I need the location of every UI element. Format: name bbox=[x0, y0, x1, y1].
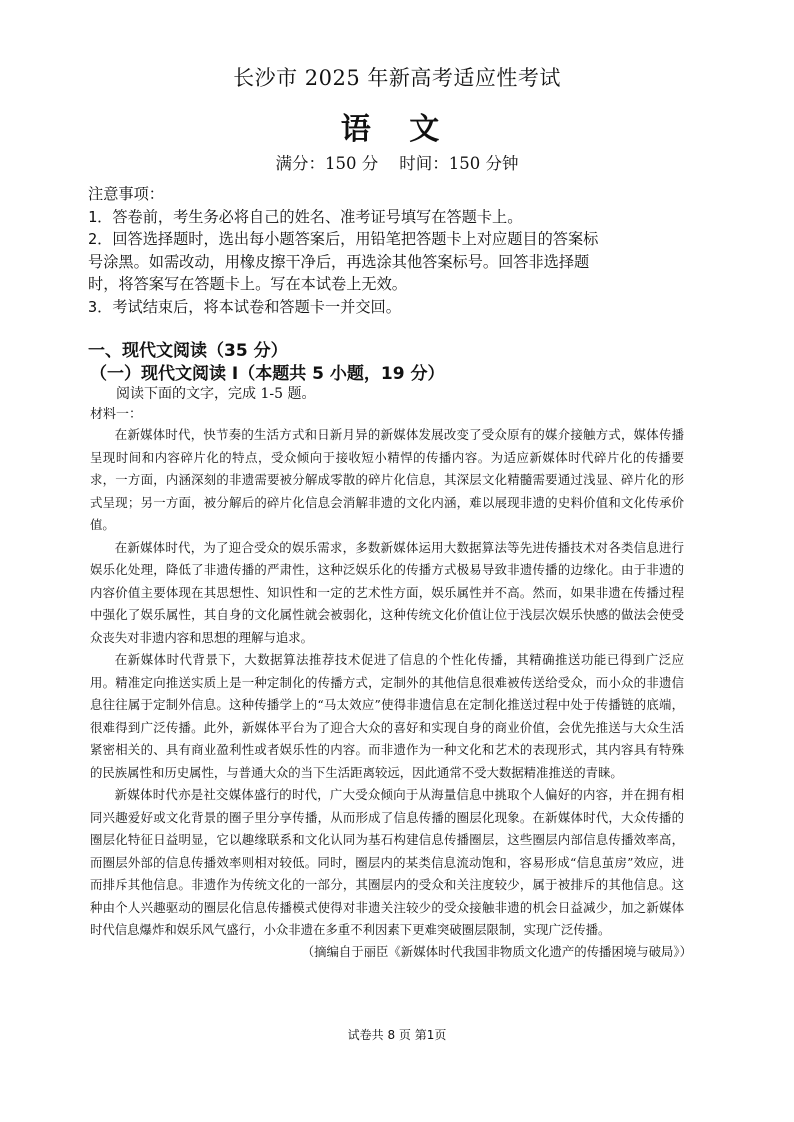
exam-meta: 满分：150 分 时间：150 分钟 bbox=[275, 154, 519, 173]
instruction-line: 号涂黑。如需改动，用橡皮擦干净后，再选涂其他答案标号。回答非选择题 bbox=[88, 252, 590, 271]
passage-paragraph: 在新媒体时代，快节奏的生活方式和日新月异的新媒体发展改变了受众原有的媒介接触方式，媒体传播呈现时间和内容碎片化的特点，受众倾向于接收短小精悍的传播内容。为适应新媒体时代碎片化的传播要求，一方面，内涵深刻的非遗需要被分解成零散的碎片化信息，其深层文化精髓需要通过浅显、碎片化的形式呈现；另一方面，被分解后的碎片化信息会消解非遗的文化内涵，难以展现非遗的史料价值和文化传承价值。 bbox=[90, 427, 684, 532]
page-footer: 试卷共 8 页 第1页 bbox=[347, 1028, 447, 1042]
material-label: 材料一： bbox=[90, 407, 143, 422]
instruction-line: 3．考试结束后，将本试卷和答题卡一并交回。 bbox=[88, 297, 401, 316]
subject-title: 语 文 bbox=[340, 112, 454, 147]
instruction-line: 1．答卷前，考生务必将自己的姓名、准考证号填写在答题卡上。 bbox=[88, 207, 523, 226]
instructions-block bbox=[88, 183, 708, 318]
section-heading: 一、现代文阅读（35 分） bbox=[88, 341, 288, 361]
instruction-line: 2．回答选择题时，选出每小题答案后，用铅笔把答题卡上对应题目的答案标 bbox=[88, 230, 599, 248]
reading-instruction: 阅读下面的文字，完成 1-5 题。 bbox=[116, 386, 316, 402]
exam-title: 长沙市 2025 年新高考适应性考试 bbox=[233, 66, 561, 90]
subsection-heading: （一）现代文阅读 I（本题共 5 小题，19 分） bbox=[90, 364, 445, 384]
passage-paragraph: 新媒体时代亦是社交媒体盛行的时代，广大受众倾向于从海量信息中挑取个人偏好的内容，并在拥有相同兴趣爱好或文化背景的圈子里分享传播，从而形成了信息传播的圈层化现象。在新媒体时代，大众传播的圈层化特征日益明显，它以趣缘联系和文化认同为基石构建信息传播圈层，这些圈层内部信息传播效率高，而圈层外部的信息传播效率则相对较低。同时，圈层内的某类信息流动饱和，容易形成“信息茧房”效应，进而排斥其他信息。非遗作为传统文化的一部分，其圈层内的受众和关注度较少，属于被排斥的其他信息。这种由个人兴趣驱动的圈层化信息传播模式使得对非遗关注较少的受众接触非遗的机会日益减少，加之新媒体时代信息爆炸和娱乐风气盛行，小众非遗在多重不利因素下更难突破圈层限制，实现广泛传播。 bbox=[90, 787, 684, 937]
passage-source: （摘编自于丽臣《新媒体时代我国非物质文化遗产的传播困境与破局》） bbox=[301, 944, 692, 959]
instructions-heading: 注意事项： bbox=[88, 185, 164, 203]
passage-paragraph: 在新媒体时代，为了迎合受众的娱乐需求，多数新媒体运用大数据算法等先进传播技术对各类信息进行娱乐化处理，降低了非遗传播的严肃性，这种泛娱乐化的传播方式极易导致非遗传播的边缘化。由于非遗的内容价值主要体现在其思想性、知识性和一定的艺术性方面，娱乐属性并不高。然而，如果非遗在传播过程中强化了娱乐属性，其自身的文化属性就会被弱化，这种传统文化价值让位于浅层次娱乐快感的做法会使受众丧失对非遗内容和思想的理解与追求。 bbox=[90, 539, 684, 645]
passage-paragraph: 在新媒体时代背景下，大数据算法推荐技术促进了信息的个性化传播，其精确推送功能已得到广泛应用。精准定向推送实质上是一种定制化的传播方式，定制外的其他信息很难被传送给受众，而小众的非遗信息往往属于定制外信息。这种传播学上的“马太效应”使得非遗信息在定制化推送过程中处于传播链的底端，很难得到广泛传播。此外，新媒体平台为了迎合大众的喜好和实现自身的商业价值，会优先推送与大众生活紧密相关的、具有商业盈利性或者娱乐性的内容。而非遗作为一种文化和艺术的表现形式，其内容具有特殊的民族属性和历史属性，与普通大众的当下生活距离较远，因此通常不受大数据精准推送的青睐。 bbox=[90, 652, 684, 780]
passage-body bbox=[90, 424, 684, 942]
instruction-line: 时，将答案写在答题卡上。写在本试卷上无效。 bbox=[88, 275, 407, 293]
